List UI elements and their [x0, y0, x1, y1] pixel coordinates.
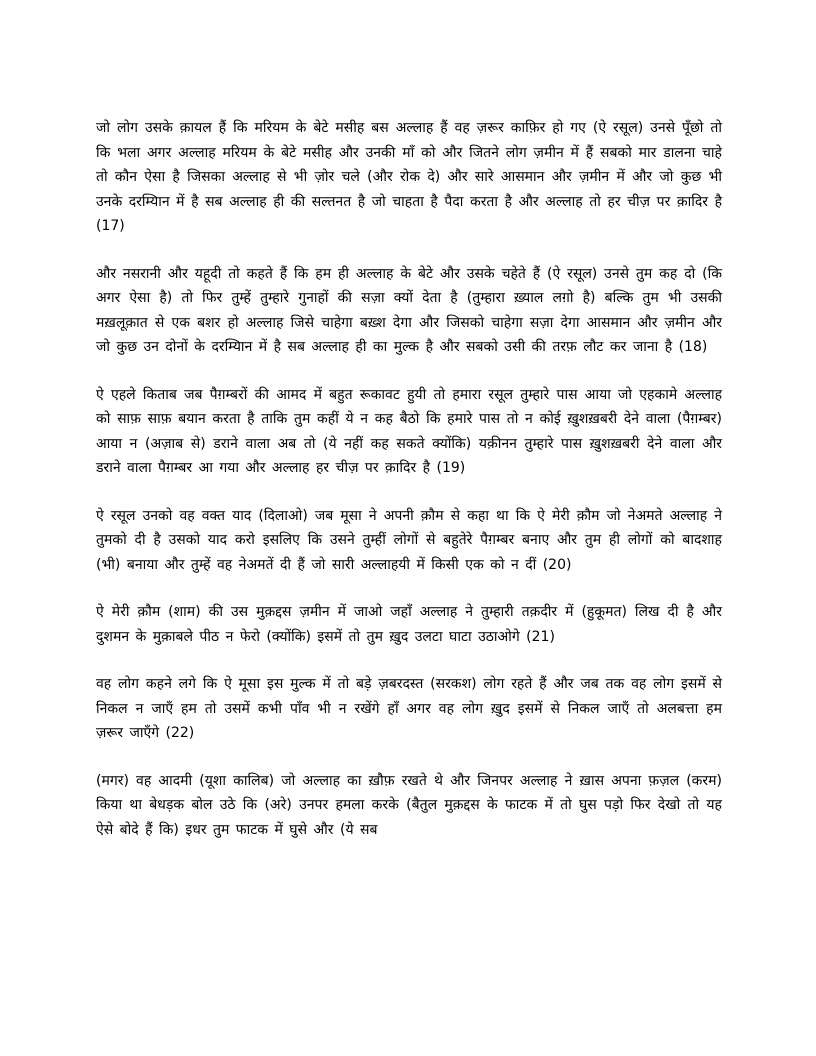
paragraph-verse-20: ऐ रसूल उनको वह वक्त याद (दिलाओ) जब मूसा ने अपनी क़ौम से कहा था कि ऐ मेरी क़ौम जो नेअमते अल्लाह ने तुमको दी है उसको याद करो इसलिए कि उसने तुम्हीं लोगों से बहुतेरे पैग़म्बर बनाए और तुम ही लोगों को बादशाह (भी) बनाया और तुम्हें वह नेअमतें दी हैं जो सारी अल्लाहयी में किसी एक को न दीं (20)	[96, 507, 722, 573]
paragraph-verse-23-partial: (मगर) वह आदमी (यूशा कालिब) जो अल्लाह का ख़ौफ़ रखते थे और जिनपर अल्लाह ने ख़ास अपना फ़ज़ल (करम) किया था बेधड़क बोल उठे कि (अरे) उनपर हमला करके (बैतुल मुक़द्दस के फाटक में तो घुस पड़ो फिर देखो तो यह ऐसे बोदे हैं कि) इधर तुम फाटक में घुसे और (ये सब	[96, 772, 722, 838]
paragraph-verse-17: जो लोग उसके क़ायल हैं कि मरियम के बेटे मसीह बस अल्लाह हैं वह ज़रूर काफ़िर हो गए (ऐ रसूल) उनसे पूँछो तो कि भला अगर अल्लाह मरियम के बेटे मसीह और उनकी माँ को और जितने लोग ज़मीन में हैं सबको मार डालना चाहे तो कौन ऐसा है जिसका अल्लाह से भी ज़ोर चले (और रोक दे) और सारे आसमान और ज़मीन में और जो कुछ भी उनके दरम्यिान में है सब अल्लाह ही की सल्तनत है जो चाहता है पैदा करता है और अल्लाह तो हर चीज़ पर क़ादिर है (17)	[96, 120, 722, 234]
document-page	[96, 116, 722, 865]
paragraph-verse-21: ऐ मेरी क़ौम (शाम) की उस मुक़द्दस ज़मीन में जाओ जहाँ अल्लाह ने तुम्हारी तक़दीर में (हुकूमत) लिख दी है और दुशमन के मुक़ाबले पीठ न फेरो (क्योंकि) इसमें तो तुम ख़ुद उलटा घाटा उठाओगे (21)	[96, 604, 722, 645]
paragraph-verse-22: वह लोग कहने लगे कि ऐ मूसा इस मुल्क में तो बड़े ज़बरदस्त (सरकश) लोग रहते हैं और जब तक वह लोग इसमें से निकल न जाएँ हम तो उसमें कभी पाँव भी न रखेंगे हाँ अगर वह लोग ख़ुद इसमें से निकल जाएँ तो अलबत्ता हम ज़रूर जाएँगे (22)	[96, 676, 722, 741]
paragraph-verse-19: ऐ एहले किताब जब पैग़म्बरों की आमद में बहुत रूकावट हुयी तो हमारा रसूल तुम्हारे पास आया जो एहकामे अल्लाह को साफ़ साफ़ बयान करता है ताकि तुम कहीं ये न कह बैठो कि हमारे पास तो न कोई ख़ुशख़बरी देने वाला (पैग़म्बर) आया न (अज़ाब से) डराने वाला अब तो (ये नहीं कह सकते क्योंकि) यक़ीनन तुम्हारे पास ख़ुशख़बरी देने वाला और डराने वाला पैग़म्बर आ गया और अल्लाह हर चीज़ पर क़ादिर है (19)	[96, 386, 722, 476]
paragraph-verse-18: और नसरानी और यहूदी तो कहते हैं कि हम ही अल्लाह के बेटे और उसके चहेते हैं (ऐ रसूल) उनसे तुम कह दो (कि अगर ऐसा है) तो फिर तुम्हें तुम्हारे गुनाहों की सज़ा क्यों देता है (तुम्हारा ख़्याल लग़ो है) बल्कि तुम भी उसकी मख़लूक़ात से एक बशर हो अल्लाह जिसे चाहेगा बख़्श देगा और जिसको चाहेगा सज़ा देगा आसमान और ज़मीन और जो कुछ उन दोनों के दरम्यिान में है सब अल्लाह ही का मुल्क है और सबको उसी की तरफ़ लौट कर जाना है (18)	[96, 265, 722, 355]
